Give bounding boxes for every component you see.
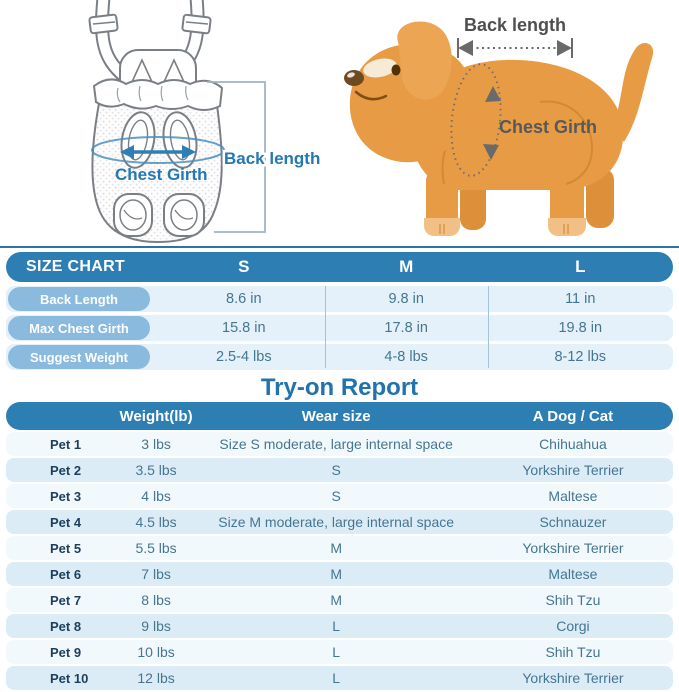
pet-breed: Shih Tzu — [545, 644, 601, 660]
carrier-body — [92, 79, 222, 242]
dog-back-length-annotation — [458, 15, 572, 58]
pet-wear-size: Size M moderate, large internal space — [218, 514, 455, 530]
pet-weight: 9 lbs — [141, 618, 171, 634]
table-row — [6, 432, 673, 456]
pet-weight: 4.5 lbs — [135, 514, 177, 530]
tryon-col-wear-size: Wear size — [301, 407, 371, 425]
tryon-col-weight: Weight(lb) — [119, 407, 193, 425]
pet-breed: Corgi — [556, 618, 590, 634]
size-chart-row-suggest-weight — [6, 344, 673, 370]
measurement-diagrams — [0, 0, 679, 246]
size-column-s: S — [238, 257, 250, 276]
pet-weight: 4 lbs — [141, 488, 171, 504]
pet-weight: 8 lbs — [141, 592, 171, 608]
back-length-s: 8.6 in — [226, 291, 262, 307]
table-row — [6, 510, 673, 534]
size-chart-header — [6, 252, 673, 282]
pet-weight: 12 lbs — [137, 670, 175, 686]
dog-eye — [392, 65, 401, 76]
pet-name: Pet 3 — [50, 488, 82, 504]
chest-girth-s: 15.8 in — [222, 320, 266, 336]
pet-wear-size: Size S moderate, large internal space — [219, 436, 453, 452]
weight-s: 2.5-4 lbs — [215, 349, 272, 365]
table-row — [6, 536, 673, 560]
pet-breed: Shih Tzu — [545, 592, 601, 608]
pet-breed: Chihuahua — [539, 436, 607, 452]
carrier-chest-girth-label: Chest Girth — [115, 165, 208, 184]
pet-wear-size: M — [330, 540, 342, 556]
table-row — [6, 562, 673, 586]
table-row — [6, 640, 673, 664]
pet-breed: Yorkshire Terrier — [522, 670, 624, 686]
tryon-col-dog-cat: A Dog / Cat — [532, 407, 614, 425]
pet-wear-size: S — [331, 462, 341, 478]
pet-name: Pet 6 — [50, 566, 82, 582]
pet-name: Pet 1 — [50, 436, 82, 452]
dog-nose — [344, 70, 364, 86]
row-label-pill: Max Chest Girth — [8, 316, 150, 340]
table-row — [6, 614, 673, 638]
pet-breed: Maltese — [548, 488, 598, 504]
pet-wear-size: S — [331, 488, 341, 504]
pet-name: Pet 4 — [50, 514, 82, 530]
pet-name: Pet 2 — [50, 462, 82, 478]
weight-m: 4-8 lbs — [384, 349, 428, 365]
pet-wear-size: L — [332, 618, 341, 634]
dog-back-length-label: Back length — [463, 15, 567, 35]
pet-weight: 5.5 lbs — [135, 540, 177, 556]
tryon-header — [6, 402, 673, 430]
pet-name: Pet 10 — [50, 670, 89, 686]
size-chart-title: SIZE CHART — [26, 258, 125, 275]
column-divider — [325, 286, 326, 368]
dog-chest-girth-label: Chest Girth — [498, 117, 598, 137]
chest-girth-l: 19.8 in — [558, 320, 603, 336]
tryon-report-section — [0, 373, 679, 690]
back-length-l: 11 in — [565, 291, 596, 307]
dog-illustration — [340, 0, 679, 246]
table-row — [6, 666, 673, 690]
pet-breed: Maltese — [548, 566, 598, 582]
size-column-l: L — [575, 257, 586, 276]
row-label-pill: Back Length — [8, 287, 150, 311]
pet-wear-size: M — [330, 592, 342, 608]
table-row — [6, 484, 673, 508]
carrier-illustration — [0, 0, 340, 246]
carrier-back-length-label: Back length — [224, 149, 321, 168]
pet-name: Pet 5 — [50, 540, 82, 556]
row-label-pill: Suggest Weight — [8, 345, 150, 369]
size-chart-row-max-chest-girth — [6, 315, 673, 341]
pet-wear-size: L — [332, 670, 341, 686]
pet-name: Pet 8 — [50, 618, 82, 634]
back-length-m: 9.8 in — [388, 291, 424, 307]
tryon-title: Try-on Report — [260, 374, 419, 401]
pet-breed: Yorkshire Terrier — [522, 462, 624, 478]
chest-girth-m: 17.8 in — [384, 320, 428, 336]
table-row — [6, 588, 673, 612]
pet-weight: 3.5 lbs — [135, 462, 177, 478]
carrier-back-length-annotation — [207, 82, 320, 232]
pet-breed: Schnauzer — [539, 514, 607, 530]
size-chart-body — [6, 286, 673, 370]
pet-weight: 7 lbs — [141, 566, 171, 582]
pet-name: Pet 9 — [50, 644, 82, 660]
table-row — [6, 458, 673, 482]
size-chart-row-back-length — [6, 286, 673, 312]
pet-weight: 3 lbs — [141, 436, 171, 452]
pet-breed: Yorkshire Terrier — [522, 540, 624, 556]
size-column-m: M — [399, 257, 414, 276]
pet-wear-size: L — [332, 644, 341, 660]
weight-l: 8-12 lbs — [554, 349, 607, 365]
pet-wear-size: M — [330, 566, 342, 582]
column-divider — [488, 286, 489, 368]
pet-weight: 10 lbs — [137, 644, 175, 660]
size-chart-section — [0, 248, 679, 370]
pet-name: Pet 7 — [50, 592, 82, 608]
